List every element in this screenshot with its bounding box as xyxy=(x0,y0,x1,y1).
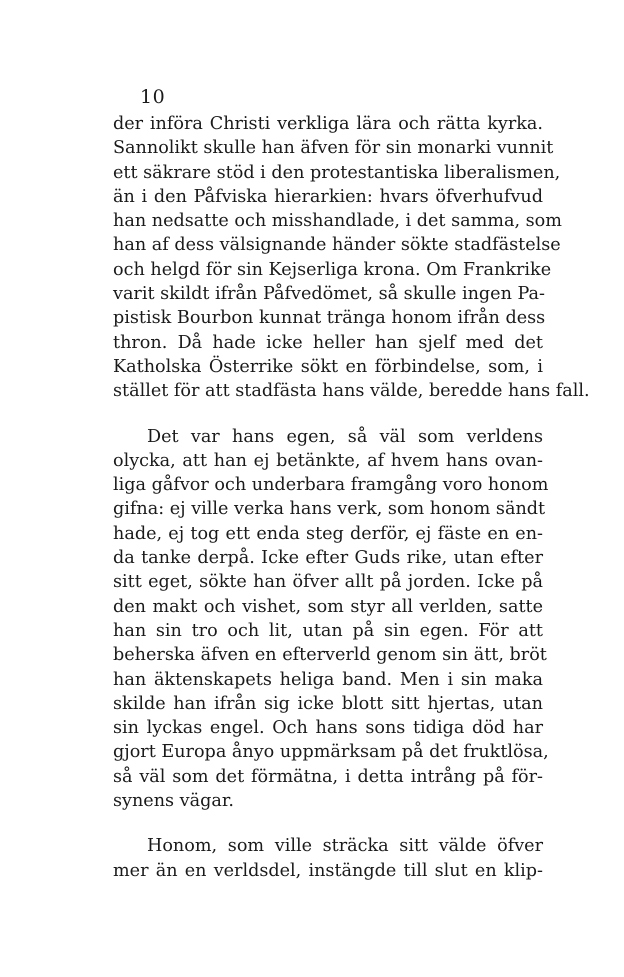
text-line: han äktenskapets heliga band. Men i sin maka xyxy=(113,669,543,690)
text-line: sin lyckas engel. Och hans sons tidiga död har xyxy=(113,718,543,739)
text-line: hade, ej tog ett enda steg derför, ej fäste en en- xyxy=(113,523,543,544)
text-line: han sin tro och lit, utan på sin egen. För att xyxy=(113,620,543,641)
text-line: thron. Då hade icke heller han sjelf med det xyxy=(113,332,543,353)
text-line: Sannolikt skulle han äfven för sin monarki vunnit xyxy=(113,138,554,159)
text-line: pistisk Bourbon kunnat tränga honom ifrån dess xyxy=(113,308,546,329)
text-line: gjort Europa ånyo uppmärksam på det fruktlösa, xyxy=(113,742,549,763)
text-line: så väl som det förmätna, i detta intrång på för- xyxy=(113,766,543,787)
text-line: varit skildt ifrån Påfvedömet, så skulle ingen Pa- xyxy=(113,284,545,305)
text-line: liga gåfvor och underbara framgång voro honom xyxy=(113,475,549,496)
text-line: Honom, som ville sträcka sitt välde öfver xyxy=(147,836,543,857)
text-line: Det var hans egen, så väl som verldens xyxy=(147,426,543,447)
text-line: der införa Christi verkliga lära och rätta kyrka. xyxy=(113,114,543,134)
paragraph-gap xyxy=(113,813,543,834)
text-line: olycka, att han ej betänkte, af hvem hans ovan- xyxy=(113,450,543,471)
paragraph-3 xyxy=(113,834,543,883)
text-line: stället för att stadfästa hans välde, beredde hans fall. xyxy=(113,381,590,402)
text-line: sitt eget, sökte han öfver allt på jorden. Icke på xyxy=(113,572,543,593)
text-line: skilde han ifrån sig icke blott sitt hjertas, utan xyxy=(113,693,543,714)
page-number: 10 xyxy=(140,86,166,108)
paragraph-2 xyxy=(113,425,549,814)
text-line: han nedsatte och misshandlade, i det samma, som xyxy=(113,211,562,232)
text-line: och helgd för sin Kejserliga krona. Om Frankrike xyxy=(113,259,552,280)
text-line: mer än en verldsdel, instängde till slut en klip- xyxy=(113,860,543,881)
text-line: synens vägar. xyxy=(113,791,234,812)
text-line: beherska äfven en efterverld genom sin ätt, bröt xyxy=(113,645,547,666)
text-line: han af dess välsignande händer sökte stadfästelse xyxy=(113,235,561,256)
text-line: Katholska Österrike sökt en förbindelse, som, i xyxy=(113,356,543,377)
text-line: den makt och vishet, som styr all verlden, satte xyxy=(113,596,543,617)
text-line: gifna: ej ville verka hans verk, som honom sändt xyxy=(113,499,546,520)
text-line: än i den Påfviska hierarkien: hvars öfverhufvud xyxy=(113,186,543,207)
text-line: da tanke derpå. Icke efter Guds rike, utan efter xyxy=(113,548,543,569)
paragraph-gap xyxy=(113,404,543,425)
paragraph-1 xyxy=(113,112,590,404)
text-line: ett säkrare stöd i den protestantiska liberalismen, xyxy=(113,162,561,183)
body-text xyxy=(113,112,590,883)
